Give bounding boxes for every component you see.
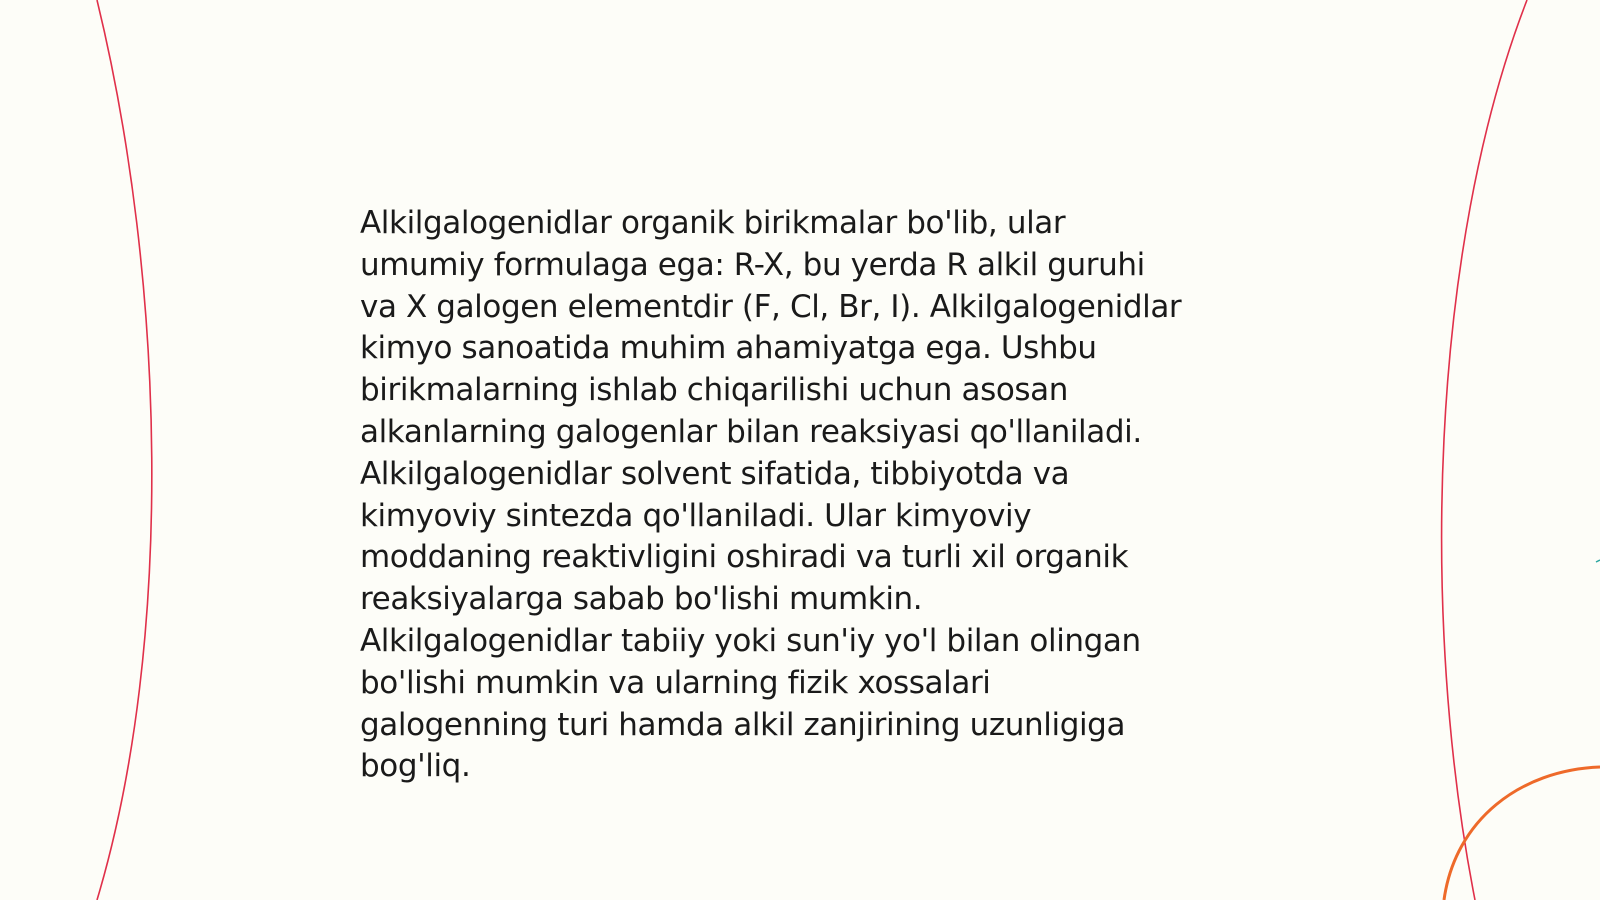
text-line: kimyoviy sintezda qo'llaniladi. Ular kimyoviy bbox=[360, 497, 1032, 534]
text-line: bog'liq. bbox=[360, 748, 471, 785]
text-line: alkanlarning galogenlar bilan reaksiyasi qo'llaniladi. bbox=[360, 413, 1142, 450]
teal-mark bbox=[1596, 560, 1600, 562]
text-line: moddaning reaktivligini oshiradi va turli xil organik bbox=[360, 539, 1129, 576]
text-line: reaksiyalarga sabab bo'lishi mumkin. bbox=[360, 581, 923, 618]
text-line: va X galogen elementdir (F, Cl, Br, I). Alkilgalogenidlar bbox=[360, 288, 1182, 325]
text-line: Alkilgalogenidlar solvent sifatida, tibbiyotda va bbox=[360, 455, 1070, 492]
body-paragraph bbox=[360, 203, 1230, 788]
text-line: Alkilgalogenidlar organik birikmalar bo'lib, ular bbox=[360, 205, 1066, 241]
text-line: bo'lishi mumkin va ularning fizik xossalari bbox=[360, 664, 991, 701]
left-curve bbox=[97, 0, 152, 900]
text-line: kimyo sanoatida muhim ahamiyatga ega. Ushbu bbox=[360, 330, 1097, 367]
text-line: umumiy formulaga ega: R-X, bu yerda R alkil guruhi bbox=[360, 246, 1145, 283]
orange-arc bbox=[1444, 767, 1600, 900]
text-line: Alkilgalogenidlar tabiiy yoki sun'iy yo'l bilan olingan bbox=[360, 622, 1141, 659]
text-line: galogenning turi hamda alkil zanjirining uzunligiga bbox=[360, 706, 1126, 743]
text-line: birikmalarning ishlab chiqarilishi uchun asosan bbox=[360, 372, 1069, 409]
right-curve bbox=[1442, 0, 1527, 900]
